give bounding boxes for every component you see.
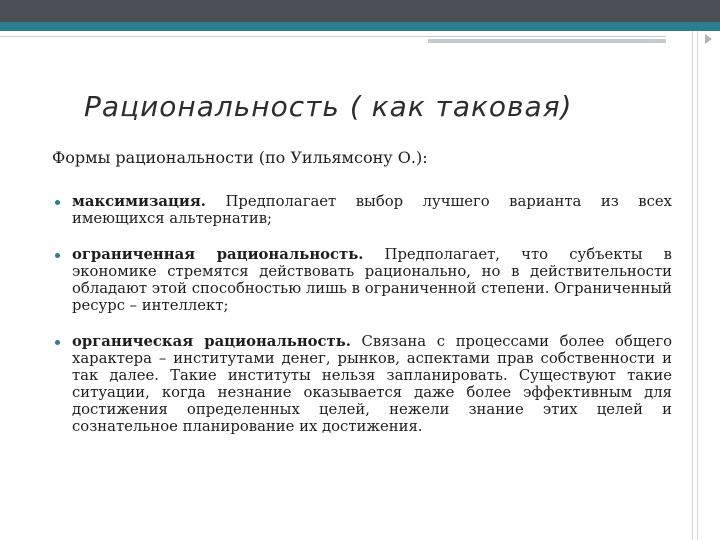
slide-title: Рациональность ( как таковая)	[84, 90, 573, 123]
list-item	[52, 193, 672, 227]
header-divider	[0, 36, 666, 37]
bullet-text: Предполагает, что субъекты в экономике стремятся действовать рационально, но в действительности обладают этой способностью лишь в ограниченной степени. Ограниченный ресурс – интеллект;	[72, 246, 672, 314]
header-accent-band	[0, 22, 720, 31]
bullet-term: максимизация.	[72, 193, 206, 210]
list-item	[52, 333, 672, 435]
bullet-list	[52, 193, 672, 454]
bullet-text: Предполагает выбор лучшего варианта из всех имеющихся альтернатив;	[72, 193, 672, 227]
bullet-icon	[55, 200, 60, 205]
bullet-term: ограниченная рациональность.	[72, 246, 364, 263]
right-border-line-inner	[697, 31, 698, 540]
header-accent-bar	[428, 39, 666, 43]
bullet-text: Связана с процессами более общего характера – институтами денег, рынков, аспектами прав собственности и так далее. Такие институты нельзя запланировать. Существуют такие ситуации, когда незнание оказывается даже более эффективным для достижения определенных целей, нежели знание этих целей и сознательное планирование их достижения.	[72, 333, 672, 435]
header-dark-band	[0, 0, 720, 22]
bullet-term: органическая рациональность.	[72, 333, 351, 350]
list-item	[52, 246, 672, 314]
right-border-line	[692, 31, 693, 540]
triangle-arrow-icon	[705, 34, 712, 44]
slide-subtitle: Формы рациональности (по Уильямсону О.):	[52, 148, 428, 167]
bullet-icon	[55, 340, 60, 345]
bullet-icon	[55, 253, 60, 258]
